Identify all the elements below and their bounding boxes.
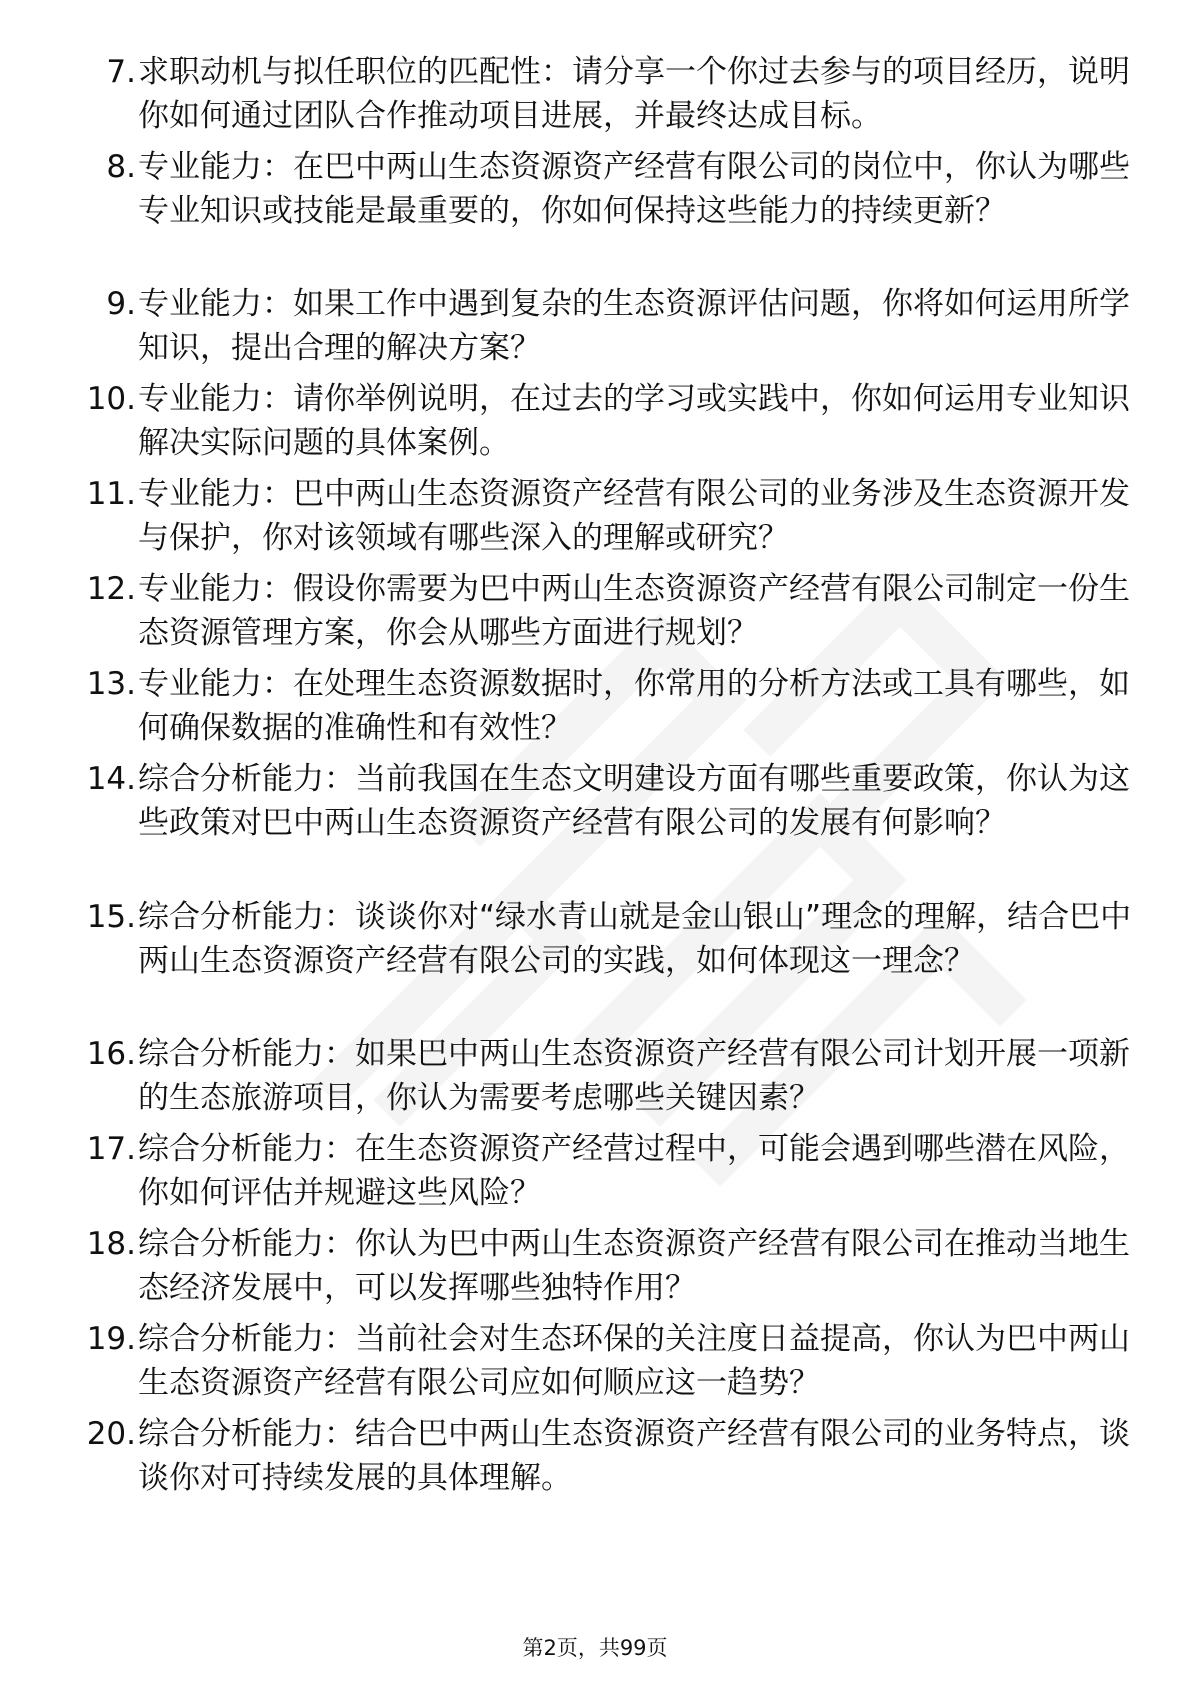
question-text: 综合分析能力：如果巴中两山生态资源资产经营有限公司计划开展一项新的生态旅游项目，你认为需要考虑哪些关键因素？: [138, 1036, 1130, 1116]
question-text: 综合分析能力：当前我国在生态文明建设方面有哪些重要政策，你认为这些政策对巴中两山生态资源资产经营有限公司的发展有何影响？: [138, 761, 1130, 841]
question-text: 综合分析能力：在生态资源资产经营过程中，可能会遇到哪些潜在风险，你如何评估并规避这些风险？: [138, 1131, 1130, 1211]
question-text: 专业能力：巴中两山生态资源资产经营有限公司的业务涉及生态资源开发与保护，你对该领域有哪些深入的理解或研究？: [138, 476, 1130, 556]
question-number: 15.: [86, 899, 136, 935]
question-text: 专业能力：请你举例说明，在过去的学习或实践中，你如何运用专业知识解决实际问题的具体案例。: [138, 381, 1130, 461]
question-text: 求职动机与拟任职位的匹配性：请分享一个你过去参与的项目经历，说明你如何通过团队合作推动项目进展，并最终达成目标。: [138, 54, 1130, 134]
question-number: 11.: [86, 476, 136, 512]
question-number: 19.: [86, 1321, 136, 1357]
question-number: 9.: [106, 286, 136, 322]
question-number: 20.: [86, 1416, 136, 1452]
question-number: 18.: [86, 1226, 136, 1262]
question-text: 专业能力：在处理生态资源数据时，你常用的分析方法或工具有哪些，如何确保数据的准确性和有效性？: [138, 666, 1130, 746]
question-number: 13.: [86, 666, 136, 702]
page-number-footer: 第2页，共99页: [522, 1636, 668, 1660]
question-number: 8.: [106, 149, 136, 185]
question-number: 10.: [86, 381, 136, 417]
question-text: 专业能力：在巴中两山生态资源资产经营有限公司的岗位中，你认为哪些专业知识或技能是最重要的，你如何保持这些能力的持续更新？: [138, 149, 1130, 229]
question-number: 14.: [86, 761, 136, 797]
question-number: 7.: [106, 54, 136, 90]
question-number: 12.: [86, 571, 136, 607]
question-text: 综合分析能力：你认为巴中两山生态资源资产经营有限公司在推动当地生态经济发展中，可以发挥哪些独特作用？: [138, 1226, 1130, 1306]
question-text: 综合分析能力：结合巴中两山生态资源资产经营有限公司的业务特点，谈谈你对可持续发展的具体理解。: [138, 1416, 1130, 1496]
question-number: 17.: [86, 1131, 136, 1167]
question-text: 综合分析能力：谈谈你对“绿水青山就是金山银山”理念的理解，结合巴中两山生态资源资产经营有限公司的实践，如何体现这一理念？: [138, 899, 1132, 979]
question-text: 专业能力：假设你需要为巴中两山生态资源资产经营有限公司制定一份生态资源管理方案，你会从哪些方面进行规划？: [138, 571, 1130, 651]
question-text: 专业能力：如果工作中遇到复杂的生态资源评估问题，你将如何运用所学知识，提出合理的解决方案？: [138, 286, 1130, 366]
question-number: 16.: [86, 1036, 136, 1072]
question-text: 综合分析能力：当前社会对生态环保的关注度日益提高，你认为巴中两山生态资源资产经营有限公司应如何顺应这一趋势？: [138, 1321, 1130, 1401]
